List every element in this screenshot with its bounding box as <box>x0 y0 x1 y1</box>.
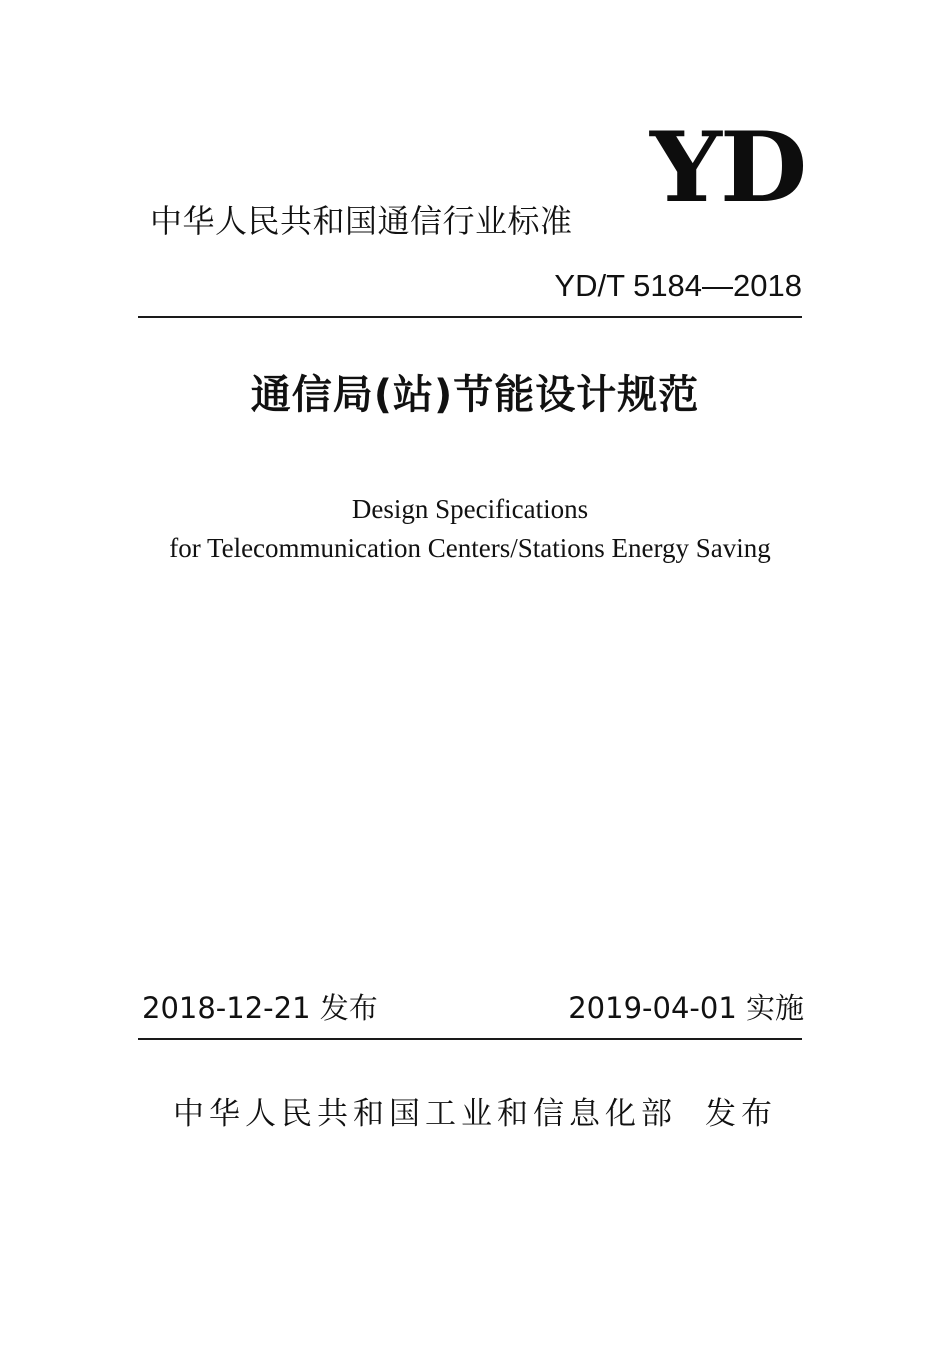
implementation-date: 2019-04-01 实施 <box>568 991 804 1025</box>
top-divider <box>138 316 802 318</box>
english-title-line-2: for Telecommunication Centers/Stations Energy Saving <box>169 533 771 563</box>
english-title-line-1: Design Specifications <box>351 494 589 524</box>
yd-logo: YD <box>650 111 806 224</box>
issue-date: 2018-12-21 发布 <box>142 991 378 1025</box>
bottom-divider <box>138 1038 802 1040</box>
publish-action: 发布 <box>705 1096 777 1132</box>
industry-standard-label: 中华人民共和国通信行业标准 <box>150 202 573 240</box>
chinese-title: 通信局(站)节能设计规范 <box>250 372 700 418</box>
english-title <box>0 490 940 568</box>
standard-number: YD/T 5184—2018 <box>554 268 802 303</box>
publisher-name: 中华人民共和国工业和信息化部 <box>173 1096 677 1132</box>
publisher-line <box>0 1096 950 1132</box>
